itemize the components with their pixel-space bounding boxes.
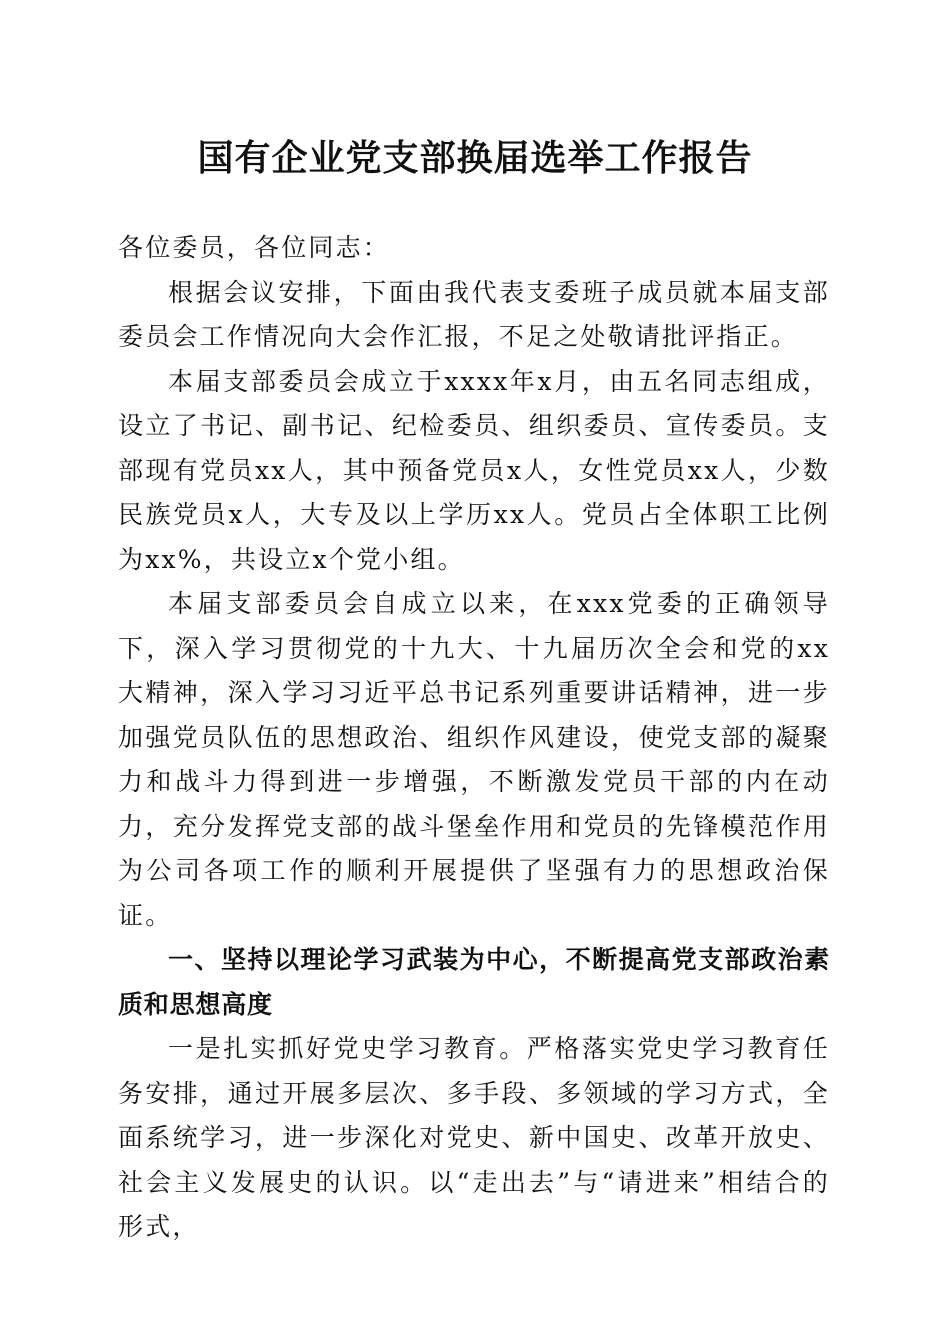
section-heading: 一、坚持以理论学习武装为中心，不断提高党支部政治素质和思想高度 <box>118 945 830 1019</box>
paragraph-intro: 根据会议安排，下面由我代表支委班子成员就本届支部委员会工作情况向大会作汇报，不足之处敬请批评指正。 <box>118 277 830 351</box>
section-paragraph <box>118 1027 830 1250</box>
salutation: 各位委员，各位同志： <box>118 233 391 262</box>
section-lead: 一是扎实抓好党史学习教育。 <box>168 1034 527 1063</box>
paragraph-composition: 本届支部委员会成立于xxxx年x月，由五名同志组成，设立了书记、副书记、纪检委员、组织委员、宣传委员。支部现有党员xx人，其中预备党员x人，女性党员xx人，少数民族党员x人，大专及以上学历xx人。党员占全体职工比例为xx%，共设立x个党小组。 <box>118 366 830 574</box>
paragraph-summary: 本届支部委员会自成立以来，在xxx党委的正确领导下，深入学习贯彻党的十九大、十九届历次全会和党的xx大精神，深入学习习近平总书记系列重要讲话精神，进一步加强党员队伍的思想政治、组织作风建设，使党支部的凝聚力和战斗力得到进一步增强，不断激发党员干部的内在动力，充分发挥党支部的战斗堡垒作用和党员的先锋模范作用为公司各项工作的顺利开展提供了坚强有力的思想政治保证。 <box>118 589 830 930</box>
document-body <box>118 226 830 1250</box>
section-text: 严格落实党史学习教育任务安排，通过开展多层次、多手段、多领域的学习方式，全面系统学习，进一步深化对党史、新中国史、改革开放史、社会主义发展史的认识。以“走出去”与“请进来”相结合的形式， <box>118 1034 830 1241</box>
document-title: 国有企业党支部换届选举工作报告 <box>197 137 753 179</box>
